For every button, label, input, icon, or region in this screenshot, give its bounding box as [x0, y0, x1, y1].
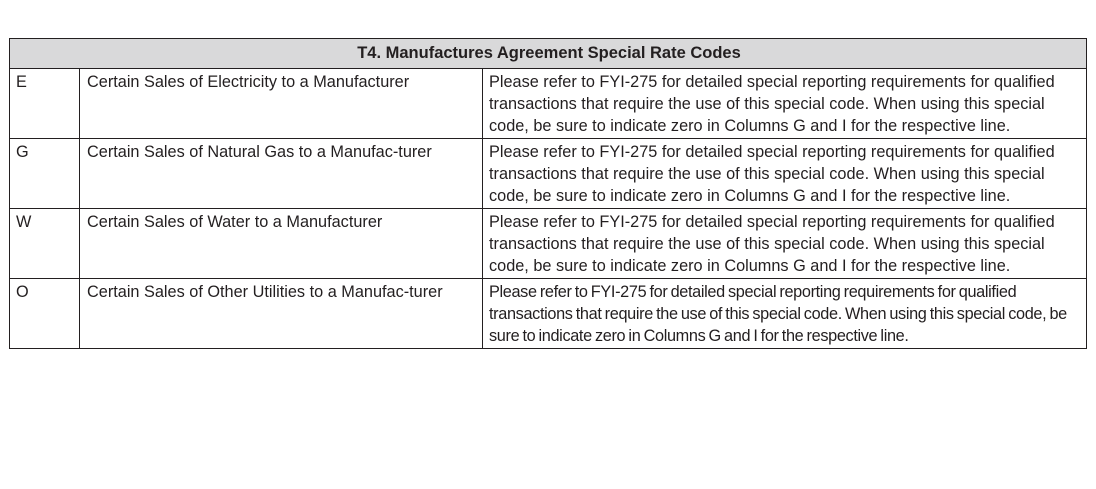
description-cell: Certain Sales of Other Utilities to a Manufac-turer: [80, 279, 483, 349]
description-text: Certain Sales of Electricity to a Manufacturer: [87, 73, 410, 91]
notes-cell: Please refer to FYI-275 for detailed special reporting requirements for qualified transactions that require the use of this special code. When using this special code, be sure to indicate zero in Columns G and I for the respective line.: [483, 139, 1087, 209]
table-title: T4. Manufactures Agreement Special Rate Codes: [10, 39, 1087, 69]
table-row: [10, 209, 1087, 279]
table-title-row: [10, 39, 1087, 69]
rate-code-cell: E: [10, 69, 80, 139]
notes-cell: Please refer to FYI-275 for detailed special reporting requirements for qualified transactions that require the use of this special code. When using this special code, be sure to indicate zero in Columns G and I for the respective line.: [483, 279, 1087, 349]
rate-code-cell: O: [10, 279, 80, 349]
special-rate-codes-table: [9, 38, 1087, 349]
table-row: [10, 279, 1087, 349]
table-row: [10, 139, 1087, 209]
table-row: [10, 69, 1087, 139]
rate-code-cell: G: [10, 139, 80, 209]
rate-code-cell: W: [10, 209, 80, 279]
description-cell: Certain Sales of Water to a Manufacturer: [80, 209, 483, 279]
description-cell: Certain Sales of Natural Gas to a Manufac-turer: [80, 139, 483, 209]
notes-cell: Please refer to FYI-275 for detailed special reporting requirements for qualified transactions that require the use of this special code. When using this special code, be sure to indicate zero in Columns G and I for the respective line.: [483, 69, 1087, 139]
notes-cell: Please refer to FYI-275 for detailed special reporting requirements for qualified transactions that require the use of this special code. When using this special code, be sure to indicate zero in Columns G and I for the respective line.: [483, 209, 1087, 279]
description-cell: [80, 69, 483, 139]
